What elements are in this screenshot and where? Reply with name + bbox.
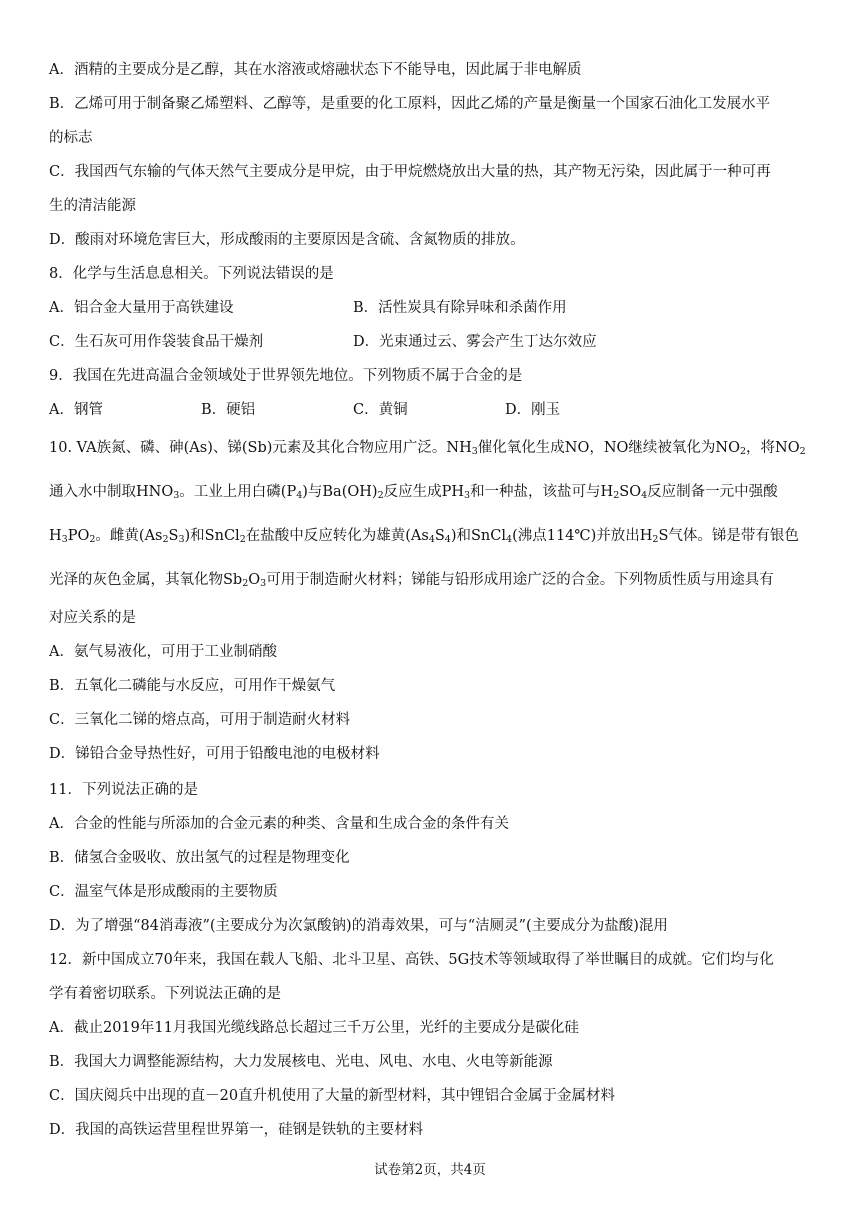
q8-option-a: A．铝合金大量用于高铁建设 bbox=[49, 300, 234, 316]
q10-stem-line3: $H_3PO_2$。雌黄$(As_2S_3)$和SnCl$_2$在盐酸中反应转化为雄黄$(As_4S_4)$和SnCl$_4$(沸点114℃)并放出$H_2S$气体。锑是带有银色 bbox=[49, 528, 799, 545]
q10-stem-line2: 通入水中制取$HNO_3$。工业上用白磷$(P_4)$与$Ba(OH)_2$反应生成$PH_3$和一种盐，该盐可与$H_2SO_4$反应制备一元中强酸 bbox=[49, 484, 778, 501]
q11-option-c: C．温室气体是形成酸雨的主要物质 bbox=[49, 884, 278, 900]
q12-option-d: D．我国的高铁运营里程世界第一，硅钢是铁轨的主要材料 bbox=[49, 1122, 424, 1138]
page-footer: 试卷第2页，共4页 bbox=[374, 1162, 486, 1178]
q9-option-b: B．硬铝 bbox=[201, 402, 256, 418]
q10-stem-line4: 光泽的灰色金属，其氧化物$Sb_2O_3$可用于制造耐火材料；锑能与铅形成用途广泛的合金。下列物质性质与用途具有 bbox=[49, 572, 774, 589]
q12-stem-line2: 学有着密切联系。下列说法正确的是 bbox=[49, 986, 281, 1002]
q12-option-c: C．国庆阅兵中出现的直－20直升机使用了大量的新型材料，其中锂铝合金属于金属材料 bbox=[49, 1088, 616, 1104]
q8-option-d: D．光束通过云、雾会产生丁达尔效应 bbox=[353, 334, 597, 350]
q7-option-b-line1: B．乙烯可用于制备聚乙烯塑料、乙醇等，是重要的化工原料，因此乙烯的产量是衡量一个国家石油化工发展水平 bbox=[49, 96, 771, 112]
q7-option-b-line2: 的标志 bbox=[49, 130, 93, 146]
q10-stem-line5: 对应关系的是 bbox=[49, 610, 136, 626]
q7-option-c-line2: 生的清洁能源 bbox=[49, 198, 136, 214]
q7-option-a: A．酒精的主要成分是乙醇，其在水溶液或熔融状态下不能导电，因此属于非电解质 bbox=[49, 62, 582, 78]
q8-option-c: C．生石灰可用作袋装食品干燥剂 bbox=[49, 334, 264, 350]
q10-option-c: C．三氧化二锑的熔点高，可用于制造耐火材料 bbox=[49, 712, 351, 728]
q8-stem: 8．化学与生活息息相关。下列说法错误的是 bbox=[49, 266, 334, 282]
q8-option-b: B．活性炭具有除异味和杀菌作用 bbox=[353, 300, 567, 316]
q11-stem: 11．下列说法正确的是 bbox=[49, 782, 198, 798]
q12-option-a: A．截止2019年11月我国光缆线路总长超过三千万公里，光纤的主要成分是碳化硅 bbox=[49, 1020, 579, 1036]
q7-option-d: D．酸雨对环境危害巨大，形成酸雨的主要原因是含硫、含氮物质的排放。 bbox=[49, 232, 525, 248]
q11-option-a: A．合金的性能与所添加的合金元素的种类、含量和生成合金的条件有关 bbox=[49, 816, 509, 832]
q12-option-b: B．我国大力调整能源结构，大力发展核电、光电、风电、水电、火电等新能源 bbox=[49, 1054, 553, 1070]
q10-option-d: D．锑铅合金导热性好，可用于铅酸电池的电极材料 bbox=[49, 746, 380, 762]
q11-option-d: D．为了增强“84消毒液”(主要成分为次氯酸钠)的消毒效果，可与“洁厕灵”(主要成分为盐酸)混用 bbox=[49, 918, 668, 934]
q7-option-c-line1: C．我国西气东输的气体天然气主要成分是甲烷，由于甲烷燃烧放出大量的热，其产物无污染，因此属于一种可再 bbox=[49, 164, 771, 180]
q10-option-a: A．氨气易液化，可用于工业制硝酸 bbox=[49, 644, 277, 660]
q10-stem-line1: 10. VA族氮、磷、砷(As)、锑(Sb)元素及其化合物应用广泛。$NH_3$催化氧化生成NO，NO继续被氧化为$NO_2$，将$NO_2$ bbox=[49, 440, 806, 457]
q10-option-b: B．五氧化二磷能与水反应，可用作干燥氨气 bbox=[49, 678, 336, 694]
q11-option-b: B．储氢合金吸收、放出氢气的过程是物理变化 bbox=[49, 850, 350, 866]
q12-stem-line1: 12．新中国成立70年来，我国在载人飞船、北斗卫星、高铁、5G技术等领域取得了举世瞩目的成就。它们均与化 bbox=[49, 952, 774, 968]
q9-stem: 9．我国在先进高温合金领域处于世界领先地位。下列物质不属于合金的是 bbox=[49, 368, 523, 384]
q9-option-c: C．黄铜 bbox=[353, 402, 408, 418]
q9-option-d: D．刚玉 bbox=[505, 402, 561, 418]
q9-option-a: A．钢管 bbox=[49, 402, 103, 418]
